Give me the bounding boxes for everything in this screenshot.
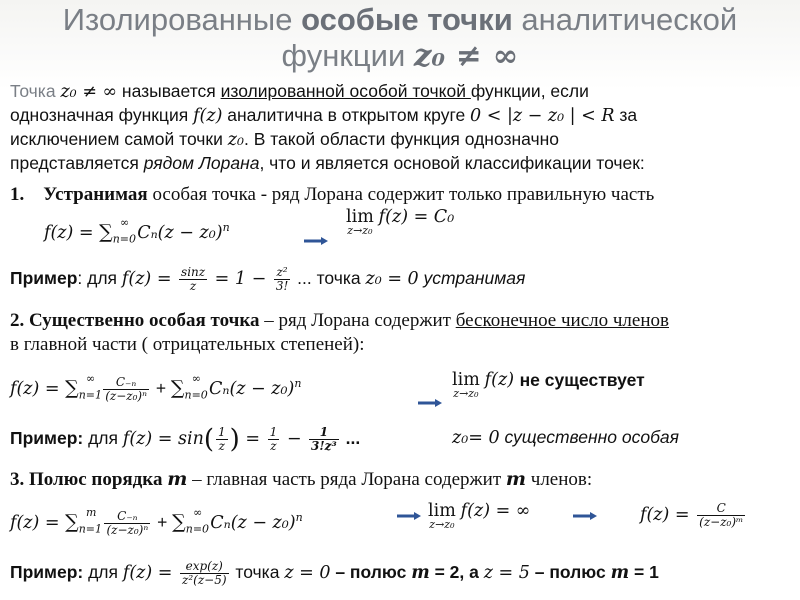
intro-text: . В такой области функция однозначно: [243, 129, 560, 149]
intro-italic: рядом Лорана: [143, 153, 260, 173]
item-text: особая точка - ряд Лорана содержит только правильную часть: [147, 184, 655, 205]
sum-upper: ∞: [86, 372, 96, 385]
slide-title-line-1: [0, 2, 800, 38]
fraction-denominator: (z−z₀)ⁿ: [105, 388, 147, 403]
item3-limit: [428, 502, 530, 530]
intro-line-3: [10, 128, 559, 151]
example-math: = 1 −: [209, 269, 272, 290]
sum-body: Cₙ(z − z₀): [210, 513, 296, 533]
example-bold: = 1: [629, 562, 659, 583]
fraction-numerator: 1: [218, 425, 226, 439]
limit-body: f(z) = ∞: [460, 501, 531, 521]
item2-limit: [452, 371, 645, 399]
example-result: устранимая: [418, 268, 526, 289]
title-bold: особые точки: [301, 2, 513, 37]
sum-power: n: [222, 221, 230, 235]
item1-formula: [44, 212, 230, 251]
fraction-denominator: z: [270, 439, 277, 453]
fraction-denominator: 3!: [275, 279, 289, 293]
fraction-numerator: C₋ₙ: [104, 510, 150, 524]
sum-symbol: ∑: [172, 511, 186, 533]
example-math: z₀= 0: [452, 428, 500, 448]
item3-formula: [10, 502, 303, 541]
example2-conclusion: [452, 426, 679, 449]
intro-math: z₀ ≠ ∞: [60, 82, 118, 102]
example-text: для: [83, 562, 123, 583]
example-label: Пример:: [10, 428, 84, 449]
sum-symbol: ∑: [99, 221, 113, 243]
example-math: f(z) = sin: [122, 429, 204, 450]
intro-text: называется: [117, 81, 221, 101]
intro-line-1: [10, 80, 589, 103]
intro-text: за: [614, 105, 638, 125]
fraction: [216, 426, 228, 453]
limit-result: не существует: [519, 370, 645, 390]
intro-line-2: [10, 104, 637, 127]
item-bold: Устранимая: [43, 184, 148, 205]
example-math: z = 0: [284, 563, 331, 584]
sum-lower: n=0: [112, 232, 137, 246]
item3-rhs-formula: [640, 502, 747, 529]
intro-math: f(z): [193, 106, 223, 126]
formula-lhs: f(z) =: [10, 513, 66, 533]
arrow-icon: [417, 398, 443, 408]
sum-lower: n=0: [185, 522, 210, 536]
example-label: Пример: [10, 268, 78, 289]
example-text: точка: [230, 562, 285, 583]
sum-lower: n=0: [184, 388, 208, 402]
lim-word: lim: [452, 370, 480, 390]
example-bold: – полюс: [529, 562, 611, 583]
item2-formula: [10, 368, 301, 407]
fraction-numerator: 1: [269, 425, 278, 439]
example-bold: – полюс: [330, 562, 412, 583]
limit-body: f(z) = C₀: [378, 207, 455, 227]
fraction-denominator: (z−z₀)ᵐ: [699, 515, 744, 529]
limit: [452, 371, 480, 399]
fraction: [697, 502, 745, 529]
fraction: [103, 376, 149, 403]
example-math: f(z) =: [121, 269, 178, 290]
arrow-icon: [396, 511, 422, 521]
intro-text: аналитична в открытом круге: [222, 105, 471, 125]
sum-upper: m: [86, 506, 97, 519]
sum-power: n: [294, 377, 302, 391]
intro-math: z₀: [227, 130, 244, 150]
example-math: z = 5: [483, 563, 530, 584]
fraction-numerator: sinz: [181, 265, 206, 279]
plus-sign: +: [152, 512, 173, 532]
arrow-icon: [572, 511, 598, 521]
sum-symbol: ∑: [65, 377, 79, 399]
example3: [10, 560, 659, 587]
sum-body: Cₙ(z − z₀): [137, 223, 223, 243]
limit: [428, 502, 456, 530]
fraction-numerator: C₋ₙ: [103, 376, 149, 390]
intro-text: исключением самой точки: [10, 129, 228, 149]
plus-sign: +: [150, 378, 171, 398]
item-number: 1.: [10, 184, 25, 205]
limit-body: f(z): [484, 370, 520, 390]
title-text: Изолированные: [62, 2, 302, 37]
title-math: z₀ ≠ ∞: [413, 38, 519, 74]
example-math: m: [411, 563, 430, 584]
fraction-numerator: z²: [274, 266, 290, 280]
intro-text: функции, если: [470, 81, 589, 101]
example-text: ... точка: [292, 268, 366, 289]
sum-upper: ∞: [120, 216, 130, 229]
example-math: z₀ = 0: [365, 269, 419, 290]
intro-text: представляется: [10, 153, 144, 173]
item-text: членов:: [526, 469, 593, 490]
formula-lhs: f(z) =: [640, 505, 696, 526]
limit: [346, 208, 374, 236]
example-text: для: [83, 428, 123, 449]
fraction-denominator: (z−z₀)ⁿ: [106, 522, 149, 537]
example-result: существенно особая: [499, 427, 680, 447]
item-math: m: [167, 468, 188, 490]
fraction-numerator: exp(z): [180, 560, 229, 574]
lim-sub: z→z₀: [453, 387, 479, 400]
sum-lower: n=1: [78, 522, 103, 536]
fraction: [179, 266, 207, 293]
sum-upper: ∞: [191, 372, 201, 385]
fraction-denominator: z²(z−5): [182, 573, 227, 587]
slide-title-line-2: [0, 38, 800, 74]
fraction-numerator: 1: [309, 426, 339, 440]
lim-word: lim: [346, 207, 374, 227]
item-math: m: [505, 468, 527, 490]
example2: [10, 426, 360, 453]
sum-upper: ∞: [193, 506, 203, 519]
lim-word: lim: [428, 501, 456, 521]
intro-text: Точка: [10, 81, 61, 101]
item-text: в главной части ( отрицательных степеней):: [10, 334, 365, 355]
sum-body: Cₙ(z − z₀): [208, 379, 295, 399]
example-text: : для: [77, 268, 122, 289]
paren-right: ): [229, 424, 240, 455]
title-text: аналитической: [512, 2, 738, 37]
example-math: f(z) =: [122, 563, 178, 584]
lim-sub: z→z₀: [429, 518, 455, 531]
fraction: [274, 266, 290, 293]
fraction-denominator: z: [218, 439, 225, 453]
example-bold: = 2, а: [429, 562, 484, 583]
item-text: – главная часть ряда Лорана содержит: [187, 469, 506, 490]
arrow-icon: [303, 236, 329, 246]
intro-math: 0 < |z − z₀ | < R: [470, 106, 615, 126]
item-text: – ряд Лорана содержит: [259, 310, 456, 331]
sum-symbol: ∑: [65, 511, 79, 533]
formula-lhs: f(z) =: [44, 223, 100, 243]
item-bold: 2. Существенно особая точка: [10, 310, 260, 331]
item3-heading: [10, 468, 592, 491]
fraction: [309, 426, 339, 453]
sum-lower: n=1: [78, 388, 103, 402]
title-text: функции: [281, 38, 414, 73]
item2-heading-line-2: [10, 334, 365, 356]
item1-limit: [346, 208, 454, 236]
sum-power: n: [295, 511, 303, 525]
example-label: Пример:: [10, 562, 84, 583]
example-math: =: [239, 429, 266, 450]
item-underlined: бесконечное число членов: [455, 310, 669, 331]
fraction-denominator: 3!z³: [311, 439, 337, 453]
example-math: m: [610, 563, 630, 584]
example-math: −: [281, 429, 308, 450]
item1-heading: [10, 184, 654, 206]
intro-text: , что и является основой классификации точек:: [259, 153, 645, 173]
item2-heading-line-1: [10, 310, 669, 332]
lim-sub: z→z₀: [347, 224, 373, 237]
fraction: [104, 510, 150, 537]
formula-lhs: f(z) =: [10, 379, 66, 399]
intro-text: однозначная функция: [10, 105, 194, 125]
fraction: [268, 426, 280, 453]
paren-left: (: [203, 424, 215, 455]
sum-symbol: ∑: [170, 377, 185, 399]
intro-underlined: изолированной особой точкой: [220, 81, 471, 101]
fraction-numerator: C: [697, 502, 745, 516]
fraction-denominator: z: [189, 279, 197, 293]
fraction: [180, 560, 229, 587]
item-bold: 3. Полюс порядка: [10, 469, 168, 490]
example-text: ...: [340, 428, 361, 449]
intro-line-4: [10, 152, 645, 174]
example1: [10, 266, 525, 293]
